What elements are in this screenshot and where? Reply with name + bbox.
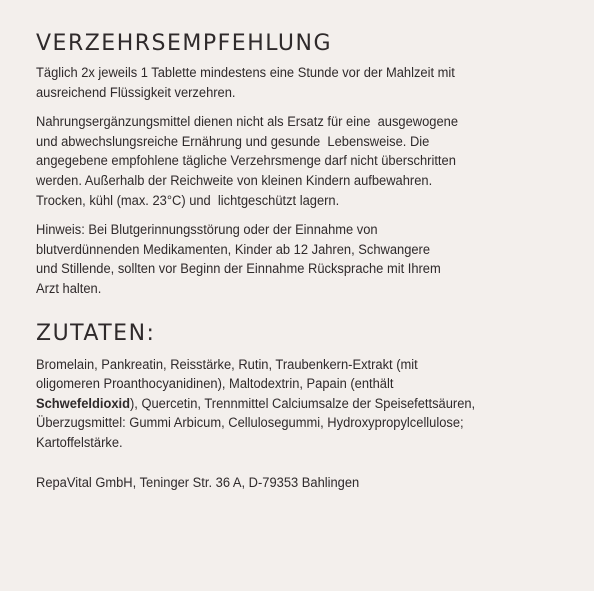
allergen-highlight: Schwefeldioxid — [36, 395, 130, 412]
manufacturer-address: RepaVital GmbH, Teninger Str. 36 A, D-79353 Bahlingen — [36, 474, 360, 491]
hint-text: Hinweis: Bei Blutgerinnungsstörung oder der Einnahme von blutverdünnenden Medikamenten, Kinder ab 12 Jahren, Schwangere und Stillende, sollten vor Beginn der Einnahme Rücksprache mit Ihrem Arzt halten. — [36, 222, 441, 297]
product-label — [36, 26, 566, 493]
dosage-text — [36, 64, 564, 103]
dosage-line-1: Täglich 2x jeweils 1 Tablette mindestens eine Stunde vor der Mahlzeit mit — [36, 65, 455, 81]
recommendation-heading: VERZEHRSEMPFEHLUNG — [36, 31, 333, 56]
dosage-line-2: ausreichend Flüssigkeit verzehren. — [36, 84, 236, 101]
notice-text: Nahrungsergänzungsmittel dienen nicht als Ersatz für eine ausgewogene und abwechslungsreiche Ernährung und gesunde Lebensweise. Die angegebene empfohlene tägliche Verzehrsmenge darf nicht überschritten werden. Außerhalb der Reichweite von kleinen Kindern aufbewahren. Trocken, kühl (max. 23°C) und lichtgeschützt lagern. — [36, 114, 459, 209]
ingredients-heading: ZUTATEN: — [36, 320, 156, 346]
ingredients-text: Bromelain, Pankreatin, Reisstärke, Rutin, Traubenkern-Extrakt (mit oligomeren Proanthocyanidinen), Maltodextrin, Papain (enthält Schwefeldioxid), Quercetin, Trennmittel Calciumsalze der Speisefettsäuren, Überzugsmittel: Gummi Arbicum, Cellulosegummi, Hydroxypropylcellulose; Kartoffelstärke. — [36, 356, 476, 451]
